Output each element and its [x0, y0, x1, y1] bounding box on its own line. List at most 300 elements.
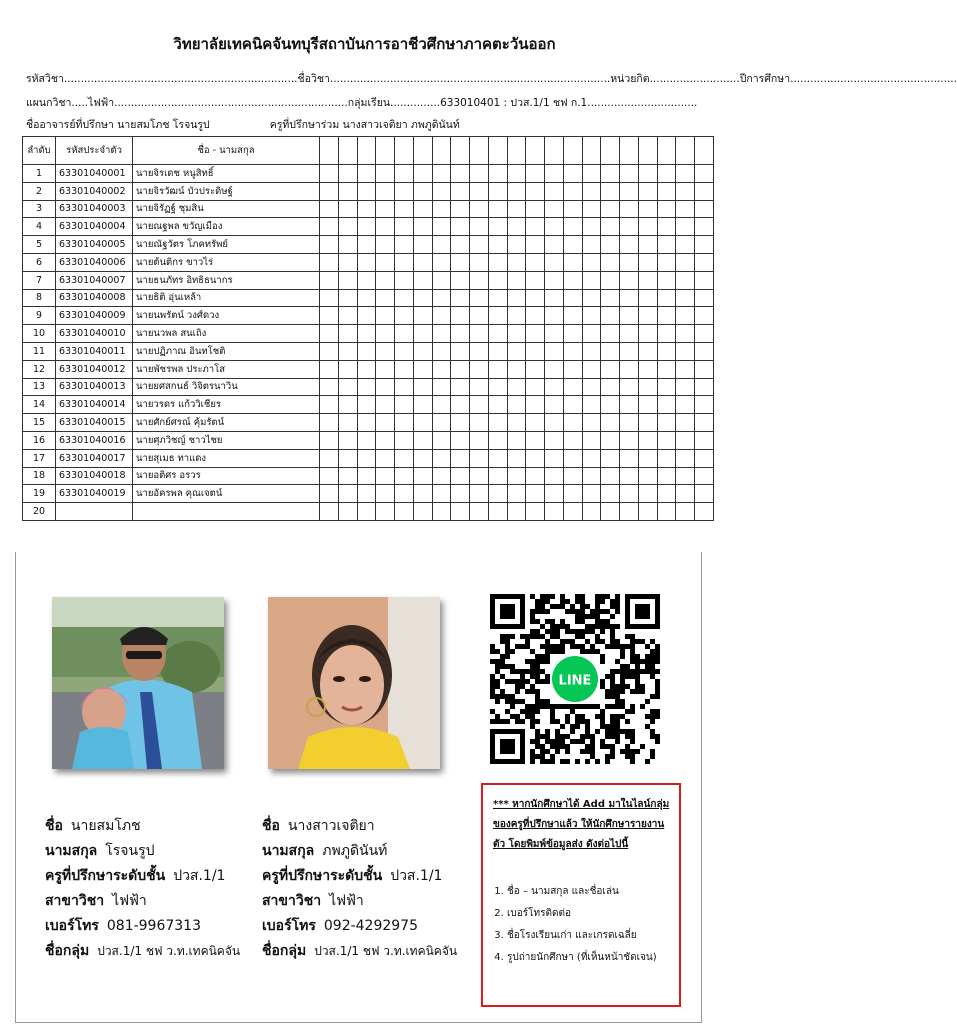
score-cell[interactable]	[582, 449, 601, 467]
score-cell[interactable]	[657, 325, 676, 343]
score-cell[interactable]	[657, 378, 676, 396]
score-cell[interactable]	[320, 449, 339, 467]
score-cell[interactable]	[470, 378, 489, 396]
score-cell[interactable]	[376, 396, 395, 414]
score-cell[interactable]	[338, 431, 357, 449]
score-cell[interactable]	[488, 325, 507, 343]
score-cell[interactable]	[582, 200, 601, 218]
score-cell[interactable]	[676, 414, 695, 432]
score-cell[interactable]	[432, 236, 451, 254]
score-cell[interactable]	[488, 467, 507, 485]
score-cell[interactable]	[488, 236, 507, 254]
score-cell[interactable]	[620, 307, 639, 325]
score-cell[interactable]	[451, 182, 470, 200]
score-cell[interactable]	[620, 200, 639, 218]
score-cell[interactable]	[545, 218, 564, 236]
score-cell[interactable]	[545, 342, 564, 360]
score-cell[interactable]	[507, 236, 526, 254]
score-cell[interactable]	[657, 218, 676, 236]
score-cell[interactable]	[507, 218, 526, 236]
score-cell[interactable]	[695, 378, 714, 396]
score-cell[interactable]	[695, 467, 714, 485]
score-cell[interactable]	[638, 289, 657, 307]
score-cell[interactable]	[413, 307, 432, 325]
score-cell[interactable]	[676, 200, 695, 218]
score-cell[interactable]	[470, 200, 489, 218]
score-cell[interactable]	[676, 218, 695, 236]
score-cell[interactable]	[620, 271, 639, 289]
score-cell[interactable]	[432, 342, 451, 360]
score-cell[interactable]	[376, 325, 395, 343]
score-cell[interactable]	[395, 253, 414, 271]
score-cell[interactable]	[601, 182, 620, 200]
score-cell[interactable]	[601, 253, 620, 271]
score-cell[interactable]	[357, 467, 376, 485]
score-cell[interactable]	[563, 271, 582, 289]
score-cell[interactable]	[526, 165, 545, 183]
score-cell[interactable]	[432, 325, 451, 343]
score-cell[interactable]	[357, 378, 376, 396]
score-cell[interactable]	[545, 236, 564, 254]
score-cell[interactable]	[320, 236, 339, 254]
score-cell[interactable]	[657, 271, 676, 289]
score-cell[interactable]	[357, 271, 376, 289]
score-cell[interactable]	[601, 271, 620, 289]
score-cell[interactable]	[451, 165, 470, 183]
score-cell[interactable]	[676, 253, 695, 271]
score-cell[interactable]	[376, 182, 395, 200]
score-cell[interactable]	[695, 342, 714, 360]
score-cell[interactable]	[395, 307, 414, 325]
score-cell[interactable]	[638, 360, 657, 378]
score-cell[interactable]	[395, 449, 414, 467]
score-cell[interactable]	[376, 503, 395, 521]
score-cell[interactable]	[357, 182, 376, 200]
score-cell[interactable]	[451, 271, 470, 289]
score-cell[interactable]	[620, 449, 639, 467]
score-cell[interactable]	[695, 307, 714, 325]
score-cell[interactable]	[526, 503, 545, 521]
score-cell[interactable]	[545, 307, 564, 325]
score-cell[interactable]	[620, 503, 639, 521]
score-cell[interactable]	[357, 289, 376, 307]
score-cell[interactable]	[470, 467, 489, 485]
score-cell[interactable]	[338, 200, 357, 218]
score-cell[interactable]	[638, 165, 657, 183]
score-cell[interactable]	[470, 360, 489, 378]
score-cell[interactable]	[601, 503, 620, 521]
score-cell[interactable]	[676, 307, 695, 325]
score-cell[interactable]	[413, 289, 432, 307]
score-cell[interactable]	[413, 485, 432, 503]
score-cell[interactable]	[638, 449, 657, 467]
score-cell[interactable]	[601, 431, 620, 449]
score-cell[interactable]	[563, 236, 582, 254]
score-cell[interactable]	[507, 503, 526, 521]
score-cell[interactable]	[582, 182, 601, 200]
score-cell[interactable]	[563, 325, 582, 343]
score-cell[interactable]	[338, 307, 357, 325]
score-cell[interactable]	[563, 431, 582, 449]
score-cell[interactable]	[470, 485, 489, 503]
score-cell[interactable]	[601, 236, 620, 254]
score-cell[interactable]	[563, 182, 582, 200]
score-cell[interactable]	[545, 467, 564, 485]
score-cell[interactable]	[638, 485, 657, 503]
score-cell[interactable]	[582, 218, 601, 236]
score-cell[interactable]	[695, 200, 714, 218]
score-cell[interactable]	[695, 503, 714, 521]
score-cell[interactable]	[526, 218, 545, 236]
score-cell[interactable]	[695, 271, 714, 289]
score-cell[interactable]	[507, 200, 526, 218]
score-cell[interactable]	[676, 449, 695, 467]
score-cell[interactable]	[563, 414, 582, 432]
score-cell[interactable]	[451, 200, 470, 218]
score-cell[interactable]	[582, 307, 601, 325]
score-cell[interactable]	[507, 253, 526, 271]
score-cell[interactable]	[526, 485, 545, 503]
score-cell[interactable]	[526, 200, 545, 218]
score-cell[interactable]	[676, 467, 695, 485]
score-cell[interactable]	[413, 396, 432, 414]
score-cell[interactable]	[376, 307, 395, 325]
score-cell[interactable]	[432, 431, 451, 449]
score-cell[interactable]	[601, 165, 620, 183]
score-cell[interactable]	[657, 182, 676, 200]
score-cell[interactable]	[488, 307, 507, 325]
score-cell[interactable]	[488, 360, 507, 378]
score-cell[interactable]	[470, 182, 489, 200]
score-cell[interactable]	[638, 253, 657, 271]
score-cell[interactable]	[620, 467, 639, 485]
score-cell[interactable]	[563, 503, 582, 521]
score-cell[interactable]	[357, 449, 376, 467]
score-cell[interactable]	[432, 449, 451, 467]
score-cell[interactable]	[657, 342, 676, 360]
score-cell[interactable]	[526, 396, 545, 414]
score-cell[interactable]	[601, 289, 620, 307]
score-cell[interactable]	[676, 271, 695, 289]
score-cell[interactable]	[620, 378, 639, 396]
score-cell[interactable]	[395, 431, 414, 449]
score-cell[interactable]	[507, 449, 526, 467]
score-cell[interactable]	[338, 271, 357, 289]
score-cell[interactable]	[620, 253, 639, 271]
score-cell[interactable]	[432, 503, 451, 521]
score-cell[interactable]	[507, 307, 526, 325]
score-cell[interactable]	[488, 431, 507, 449]
score-cell[interactable]	[451, 325, 470, 343]
score-cell[interactable]	[676, 396, 695, 414]
score-cell[interactable]	[488, 503, 507, 521]
score-cell[interactable]	[620, 182, 639, 200]
score-cell[interactable]	[451, 467, 470, 485]
score-cell[interactable]	[451, 342, 470, 360]
score-cell[interactable]	[470, 396, 489, 414]
score-cell[interactable]	[470, 431, 489, 449]
score-cell[interactable]	[395, 342, 414, 360]
score-cell[interactable]	[432, 485, 451, 503]
score-cell[interactable]	[582, 360, 601, 378]
score-cell[interactable]	[563, 200, 582, 218]
score-cell[interactable]	[601, 307, 620, 325]
score-cell[interactable]	[395, 325, 414, 343]
score-cell[interactable]	[376, 485, 395, 503]
score-cell[interactable]	[488, 165, 507, 183]
score-cell[interactable]	[432, 289, 451, 307]
score-cell[interactable]	[451, 503, 470, 521]
score-cell[interactable]	[357, 325, 376, 343]
score-cell[interactable]	[676, 325, 695, 343]
score-cell[interactable]	[376, 236, 395, 254]
score-cell[interactable]	[451, 431, 470, 449]
score-cell[interactable]	[601, 485, 620, 503]
score-cell[interactable]	[582, 271, 601, 289]
score-cell[interactable]	[338, 218, 357, 236]
score-cell[interactable]	[357, 342, 376, 360]
score-cell[interactable]	[357, 218, 376, 236]
score-cell[interactable]	[413, 449, 432, 467]
score-cell[interactable]	[507, 378, 526, 396]
score-cell[interactable]	[413, 218, 432, 236]
score-cell[interactable]	[657, 200, 676, 218]
score-cell[interactable]	[620, 360, 639, 378]
score-cell[interactable]	[451, 449, 470, 467]
score-cell[interactable]	[413, 182, 432, 200]
score-cell[interactable]	[432, 182, 451, 200]
score-cell[interactable]	[676, 342, 695, 360]
score-cell[interactable]	[413, 467, 432, 485]
score-cell[interactable]	[395, 360, 414, 378]
score-cell[interactable]	[526, 253, 545, 271]
score-cell[interactable]	[413, 165, 432, 183]
score-cell[interactable]	[582, 165, 601, 183]
score-cell[interactable]	[620, 236, 639, 254]
score-cell[interactable]	[357, 503, 376, 521]
score-cell[interactable]	[395, 218, 414, 236]
score-cell[interactable]	[657, 236, 676, 254]
score-cell[interactable]	[320, 271, 339, 289]
score-cell[interactable]	[563, 307, 582, 325]
score-cell[interactable]	[320, 396, 339, 414]
score-cell[interactable]	[563, 165, 582, 183]
score-cell[interactable]	[638, 467, 657, 485]
score-cell[interactable]	[620, 431, 639, 449]
score-cell[interactable]	[395, 182, 414, 200]
score-cell[interactable]	[638, 236, 657, 254]
score-cell[interactable]	[620, 289, 639, 307]
score-cell[interactable]	[676, 165, 695, 183]
score-cell[interactable]	[432, 307, 451, 325]
score-cell[interactable]	[395, 165, 414, 183]
score-cell[interactable]	[376, 200, 395, 218]
score-cell[interactable]	[695, 396, 714, 414]
score-cell[interactable]	[526, 378, 545, 396]
score-cell[interactable]	[338, 236, 357, 254]
score-cell[interactable]	[432, 253, 451, 271]
score-cell[interactable]	[320, 165, 339, 183]
score-cell[interactable]	[357, 307, 376, 325]
score-cell[interactable]	[563, 253, 582, 271]
score-cell[interactable]	[620, 342, 639, 360]
score-cell[interactable]	[376, 414, 395, 432]
score-cell[interactable]	[620, 396, 639, 414]
score-cell[interactable]	[376, 378, 395, 396]
score-cell[interactable]	[582, 414, 601, 432]
score-cell[interactable]	[526, 289, 545, 307]
score-cell[interactable]	[451, 289, 470, 307]
score-cell[interactable]	[338, 253, 357, 271]
score-cell[interactable]	[545, 253, 564, 271]
score-cell[interactable]	[582, 342, 601, 360]
score-cell[interactable]	[582, 431, 601, 449]
score-cell[interactable]	[676, 360, 695, 378]
score-cell[interactable]	[432, 360, 451, 378]
score-cell[interactable]	[582, 396, 601, 414]
score-cell[interactable]	[395, 200, 414, 218]
score-cell[interactable]	[563, 485, 582, 503]
score-cell[interactable]	[563, 342, 582, 360]
score-cell[interactable]	[470, 236, 489, 254]
score-cell[interactable]	[582, 289, 601, 307]
score-cell[interactable]	[451, 253, 470, 271]
score-cell[interactable]	[488, 342, 507, 360]
score-cell[interactable]	[545, 396, 564, 414]
score-cell[interactable]	[376, 449, 395, 467]
score-cell[interactable]	[657, 449, 676, 467]
score-cell[interactable]	[657, 503, 676, 521]
score-cell[interactable]	[563, 218, 582, 236]
score-cell[interactable]	[526, 271, 545, 289]
score-cell[interactable]	[526, 467, 545, 485]
score-cell[interactable]	[395, 396, 414, 414]
score-cell[interactable]	[695, 485, 714, 503]
score-cell[interactable]	[413, 325, 432, 343]
score-cell[interactable]	[451, 378, 470, 396]
score-cell[interactable]	[545, 360, 564, 378]
score-cell[interactable]	[338, 485, 357, 503]
score-cell[interactable]	[601, 342, 620, 360]
score-cell[interactable]	[507, 182, 526, 200]
score-cell[interactable]	[601, 467, 620, 485]
score-cell[interactable]	[357, 360, 376, 378]
line-qr-code-icon[interactable]	[490, 594, 660, 764]
score-cell[interactable]	[695, 325, 714, 343]
score-cell[interactable]	[657, 414, 676, 432]
score-cell[interactable]	[676, 182, 695, 200]
score-cell[interactable]	[413, 503, 432, 521]
score-cell[interactable]	[338, 414, 357, 432]
score-cell[interactable]	[657, 307, 676, 325]
score-cell[interactable]	[413, 342, 432, 360]
score-cell[interactable]	[338, 396, 357, 414]
score-cell[interactable]	[695, 414, 714, 432]
score-cell[interactable]	[320, 342, 339, 360]
score-cell[interactable]	[545, 271, 564, 289]
score-cell[interactable]	[545, 200, 564, 218]
score-cell[interactable]	[320, 485, 339, 503]
score-cell[interactable]	[638, 182, 657, 200]
score-cell[interactable]	[395, 485, 414, 503]
score-cell[interactable]	[695, 360, 714, 378]
score-cell[interactable]	[395, 271, 414, 289]
score-cell[interactable]	[470, 449, 489, 467]
score-cell[interactable]	[638, 431, 657, 449]
score-cell[interactable]	[638, 396, 657, 414]
score-cell[interactable]	[338, 342, 357, 360]
score-cell[interactable]	[470, 503, 489, 521]
score-cell[interactable]	[563, 289, 582, 307]
score-cell[interactable]	[507, 271, 526, 289]
score-cell[interactable]	[320, 467, 339, 485]
score-cell[interactable]	[488, 271, 507, 289]
score-cell[interactable]	[563, 378, 582, 396]
score-cell[interactable]	[676, 431, 695, 449]
score-cell[interactable]	[526, 360, 545, 378]
score-cell[interactable]	[320, 414, 339, 432]
score-cell[interactable]	[507, 414, 526, 432]
score-cell[interactable]	[545, 485, 564, 503]
score-cell[interactable]	[563, 449, 582, 467]
score-cell[interactable]	[338, 182, 357, 200]
score-cell[interactable]	[376, 253, 395, 271]
score-cell[interactable]	[507, 485, 526, 503]
score-cell[interactable]	[526, 414, 545, 432]
score-cell[interactable]	[413, 236, 432, 254]
score-cell[interactable]	[601, 396, 620, 414]
score-cell[interactable]	[338, 467, 357, 485]
score-cell[interactable]	[582, 325, 601, 343]
score-cell[interactable]	[376, 218, 395, 236]
score-cell[interactable]	[376, 360, 395, 378]
score-cell[interactable]	[620, 325, 639, 343]
score-cell[interactable]	[507, 325, 526, 343]
score-cell[interactable]	[638, 307, 657, 325]
score-cell[interactable]	[320, 253, 339, 271]
score-cell[interactable]	[676, 503, 695, 521]
score-cell[interactable]	[357, 414, 376, 432]
score-cell[interactable]	[620, 485, 639, 503]
score-cell[interactable]	[488, 449, 507, 467]
score-cell[interactable]	[695, 289, 714, 307]
score-cell[interactable]	[545, 325, 564, 343]
score-cell[interactable]	[507, 360, 526, 378]
score-cell[interactable]	[451, 414, 470, 432]
score-cell[interactable]	[357, 485, 376, 503]
score-cell[interactable]	[451, 218, 470, 236]
score-cell[interactable]	[395, 236, 414, 254]
score-cell[interactable]	[488, 218, 507, 236]
score-cell[interactable]	[638, 414, 657, 432]
score-cell[interactable]	[395, 378, 414, 396]
score-cell[interactable]	[451, 485, 470, 503]
score-cell[interactable]	[638, 342, 657, 360]
score-cell[interactable]	[526, 307, 545, 325]
score-cell[interactable]	[657, 360, 676, 378]
score-cell[interactable]	[695, 431, 714, 449]
score-cell[interactable]	[695, 182, 714, 200]
score-cell[interactable]	[376, 165, 395, 183]
score-cell[interactable]	[432, 378, 451, 396]
score-cell[interactable]	[320, 200, 339, 218]
score-cell[interactable]	[357, 396, 376, 414]
score-cell[interactable]	[432, 271, 451, 289]
score-cell[interactable]	[470, 165, 489, 183]
score-cell[interactable]	[657, 467, 676, 485]
score-cell[interactable]	[451, 307, 470, 325]
score-cell[interactable]	[563, 467, 582, 485]
